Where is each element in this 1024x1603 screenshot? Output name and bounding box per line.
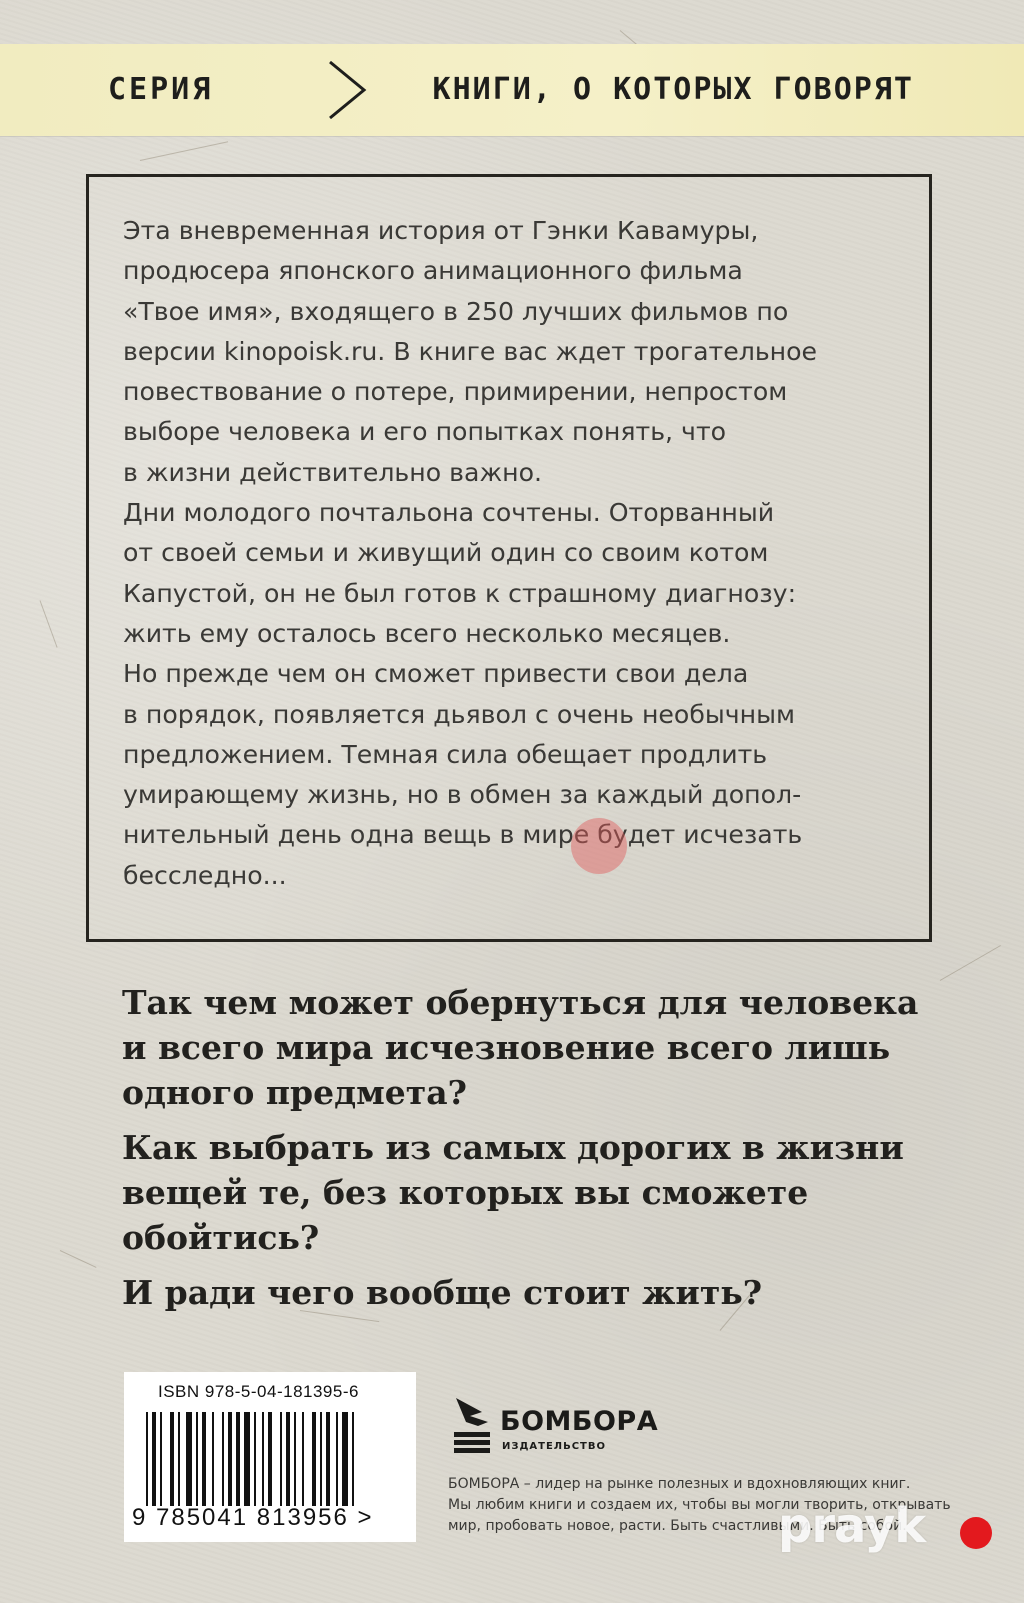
questions-block bbox=[122, 980, 952, 1325]
synopsis-line: умирающему жизнь, но в обмен за каждый допол- bbox=[123, 780, 802, 810]
synopsis-line: Капустой, он не был готов к страшному диагнозу: bbox=[123, 578, 797, 608]
synopsis-line: в порядок, появляется дьявол с очень необычным bbox=[123, 699, 795, 729]
series-title: КНИГИ, О КОТОРЫХ ГОВОРЯТ bbox=[432, 72, 914, 107]
barcode-bar bbox=[280, 1412, 282, 1506]
blurb-line: мир, пробовать новое, расти. Быть счастливыми. Быть собой. bbox=[448, 1518, 907, 1534]
synopsis-line: Дни молодого почтальона сочтены. Оторванный bbox=[123, 498, 775, 528]
barcode-bar bbox=[228, 1412, 232, 1506]
question-line: И ради чего вообще стоит жить? bbox=[122, 1273, 763, 1312]
barcode-bar bbox=[236, 1412, 240, 1506]
question-line: и всего мира исчезновение всего лишь bbox=[122, 1028, 891, 1067]
barcode-bar bbox=[170, 1412, 174, 1506]
barcode-bar bbox=[178, 1412, 180, 1506]
synopsis-line: выборе человека и его попытках понять, что bbox=[123, 417, 727, 447]
barcode-bar bbox=[254, 1412, 256, 1506]
question-line: вещей те, без которых вы сможете bbox=[122, 1173, 809, 1212]
barcode-bar bbox=[342, 1412, 348, 1506]
barcode-bar bbox=[146, 1412, 148, 1506]
question-line: Так чем может обернуться для человека bbox=[122, 983, 919, 1022]
paper-fiber bbox=[60, 1250, 97, 1268]
isbn-label: ISBN 978-5-04-181395-6 bbox=[158, 1382, 359, 1401]
synopsis-line: от своей семьи и живущий один со своим котом bbox=[123, 538, 769, 568]
synopsis-line: бесследно... bbox=[123, 860, 287, 890]
paper-fiber bbox=[40, 600, 58, 647]
publisher-name: БОМБОРА bbox=[500, 1406, 659, 1437]
synopsis-line: повествование о потере, примирении, непростом bbox=[123, 377, 788, 407]
barcode-bar bbox=[294, 1412, 296, 1506]
red-dot-mark bbox=[571, 818, 627, 874]
barcode-bar bbox=[222, 1412, 224, 1506]
question-line: Как выбрать из самых дорогих в жизни bbox=[122, 1128, 904, 1167]
barcode-bar bbox=[320, 1412, 322, 1506]
barcode-bar bbox=[302, 1412, 304, 1506]
question-line: обойтись? bbox=[122, 1218, 320, 1257]
synopsis-line: продюсера японского анимационного фильма bbox=[123, 256, 743, 286]
barcode-bar bbox=[352, 1412, 354, 1506]
question-3 bbox=[122, 1270, 952, 1315]
question-line: одного предмета? bbox=[122, 1073, 467, 1112]
question-1 bbox=[122, 980, 952, 1115]
synopsis-line: Но прежде чем он сможет привести свои дела bbox=[123, 659, 749, 689]
watermark-logo: prayk bbox=[778, 1498, 926, 1554]
chevron-right-icon bbox=[326, 58, 368, 122]
barcode-bar bbox=[196, 1412, 198, 1506]
barcode-bar bbox=[160, 1412, 162, 1506]
synopsis-line: жить ему осталось всего несколько месяцев. bbox=[123, 618, 731, 648]
paper-fiber bbox=[940, 945, 1001, 981]
paper-fiber bbox=[140, 141, 228, 161]
publisher-subtitle: ИЗДАТЕЛЬСТВО bbox=[502, 1441, 606, 1452]
blurb-line: БОМБОРА – лидер на рынке полезных и вдохновляющих книг. bbox=[448, 1476, 911, 1492]
synopsis-line: в жизни действительно важно. bbox=[123, 457, 543, 487]
barcode-bar bbox=[336, 1412, 338, 1506]
synopsis-box bbox=[86, 174, 932, 942]
barcode-bar bbox=[212, 1412, 214, 1506]
barcode-image bbox=[146, 1412, 396, 1506]
barcode-bar bbox=[202, 1412, 206, 1506]
barcode-bar bbox=[186, 1412, 192, 1506]
synopsis-text bbox=[123, 211, 913, 896]
series-banner bbox=[0, 44, 1024, 136]
synopsis-line: версии kinopoisk.ru. В книге вас ждет трогательное bbox=[123, 336, 818, 366]
blurb-line: Мы любим книги и создаем их, чтобы вы могли творить, открывать bbox=[448, 1497, 951, 1513]
barcode-bar bbox=[152, 1412, 156, 1506]
watermark-dot bbox=[960, 1517, 992, 1549]
barcode-bar bbox=[244, 1412, 250, 1506]
synopsis-line: нительный день одна вещь в мире будет исчезать bbox=[123, 820, 803, 850]
synopsis-line: Эта вневременная история от Гэнки Кавамуры, bbox=[123, 216, 759, 245]
synopsis-line: предложением. Темная сила обещает продлить bbox=[123, 739, 768, 769]
barcode-bar bbox=[262, 1412, 264, 1506]
barcode-digits: 9 785041 813956 > bbox=[132, 1504, 374, 1531]
synopsis-line: «Твое имя», входящего в 250 лучших фильмов по bbox=[123, 296, 789, 326]
question-2 bbox=[122, 1125, 952, 1260]
barcode-bar bbox=[326, 1412, 330, 1506]
barcode-bar bbox=[268, 1412, 272, 1506]
barcode-bar bbox=[286, 1412, 290, 1506]
series-label: СЕРИЯ bbox=[108, 72, 214, 107]
barcode-panel bbox=[124, 1372, 416, 1542]
barcode-bar bbox=[312, 1412, 316, 1506]
